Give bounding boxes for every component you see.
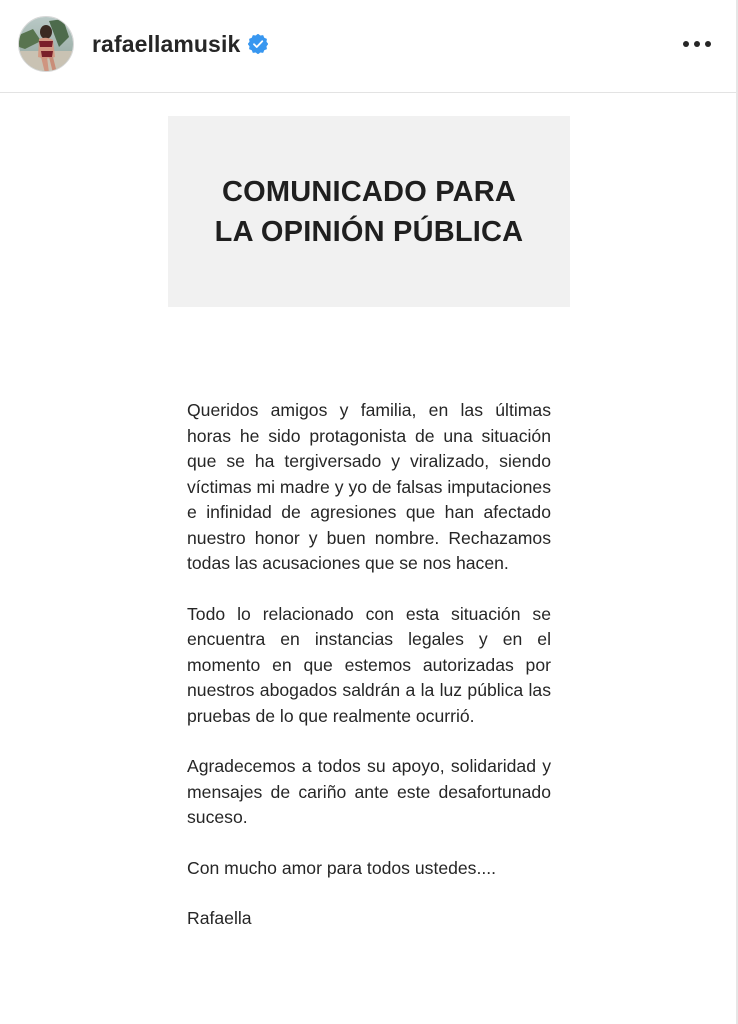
statement-closing: Con mucho amor para todos ustedes....	[187, 857, 497, 878]
statement-paragraph-2: Todo lo relacionado con esta situación se encuentra en instancias legales y en el momento en que estemos autorizadas por nuestros abogados saldrán a la luz pública las pruebas de lo que realmente ocurrió.	[187, 603, 551, 726]
statement-signature: Rafaella	[187, 908, 252, 928]
more-options-icon	[682, 40, 712, 48]
statement-body	[187, 398, 551, 932]
statement-title-line-2: LA OPINIÓN PÚBLICA	[214, 215, 524, 248]
statement-title-line-1: COMUNICADO PARA	[221, 175, 517, 208]
verified-badge-icon	[248, 34, 268, 54]
post-header	[0, 0, 736, 93]
statement-title-box	[168, 116, 570, 307]
avatar-photo	[19, 17, 74, 72]
username-container	[92, 30, 268, 58]
statement-paragraph-1: Queridos amigos y familia, en las últimas horas he sido protagonista de una situación que se ha tergiversado y viralizado, siendo víctimas mi madre y yo de falsas imputaciones e infinidad de agresiones que han afectado nuestro honor y buen nombre. Rechazamos todas las acusaciones que se nos hacen.	[187, 400, 551, 573]
more-options-button[interactable]	[680, 30, 714, 58]
username-link[interactable]: rafaellamusik	[92, 31, 241, 57]
statement-paragraph-3: Agradecemos a todos su apoyo, solidaridad y mensajes de cariño ante este desafortunado suceso.	[187, 756, 551, 827]
avatar[interactable]	[18, 16, 74, 72]
